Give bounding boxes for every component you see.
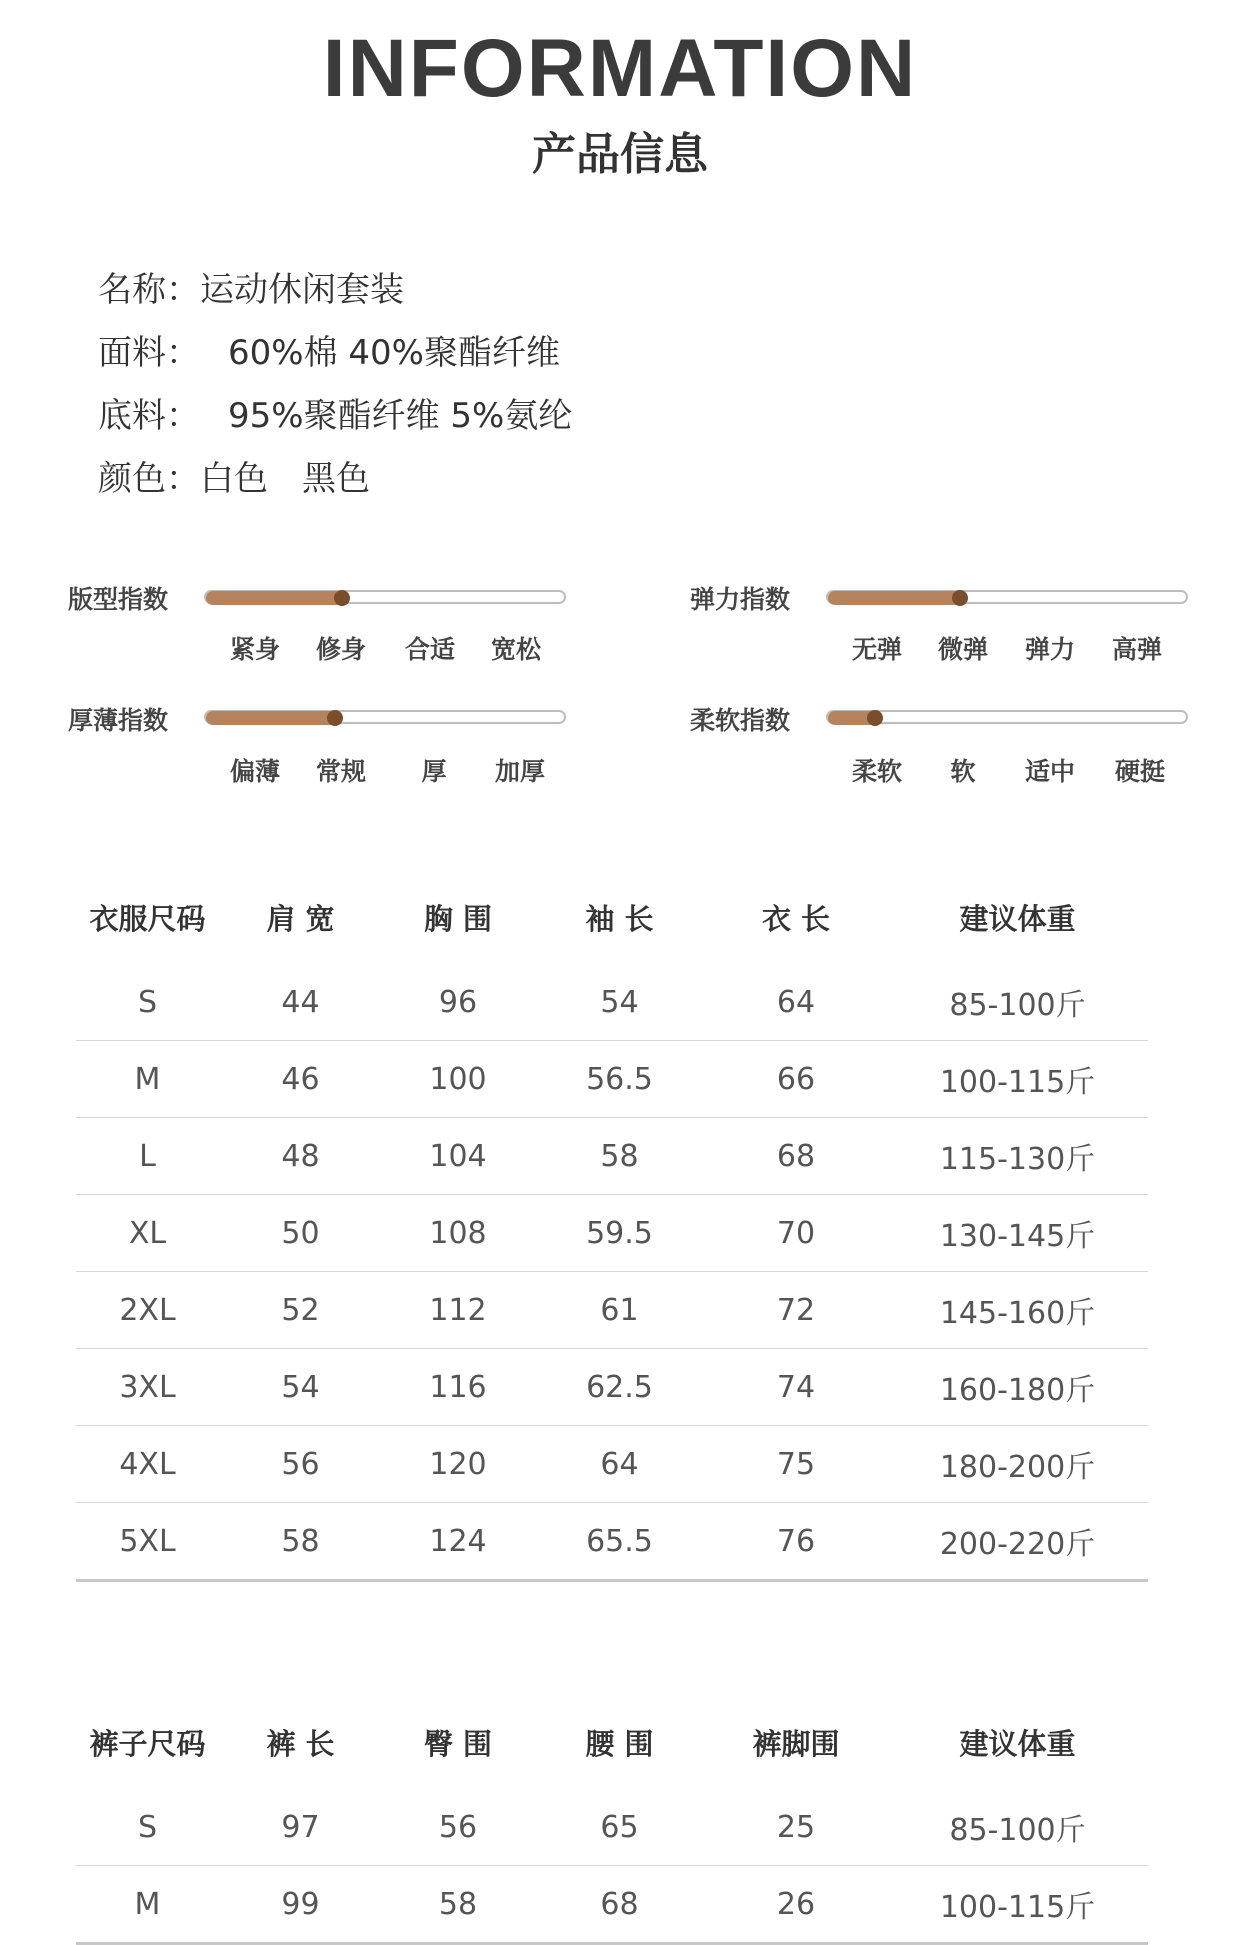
table-cell: 44 (219, 964, 382, 1041)
table-cell: S (76, 964, 219, 1041)
column-header: 裤脚围 (752, 1726, 840, 1761)
table-cell: 96 (382, 964, 534, 1041)
table-cell: 104 (382, 1118, 534, 1195)
column-header: 袖 长 (585, 901, 654, 936)
info-row-name (98, 255, 572, 318)
table-header-row (76, 870, 1148, 964)
tick-label: 微弹 (937, 635, 989, 664)
table-cell: 54 (534, 964, 705, 1041)
tick-label: 弹力 (1024, 635, 1076, 664)
tick-label: 常规 (315, 757, 367, 786)
table-cell: 56 (382, 1789, 534, 1866)
elasticity-index-dot (952, 590, 968, 606)
fit-index-dot (334, 590, 350, 606)
table-cell: 124 (382, 1503, 534, 1581)
table-cell: 120 (382, 1426, 534, 1503)
table-row (76, 964, 1148, 1041)
softness-index-track (826, 710, 1188, 724)
elasticity-index-fill (828, 591, 960, 605)
table-cell: 100-115斤 (887, 1041, 1148, 1118)
column-header: 建议体重 (959, 901, 1076, 936)
table-row (76, 1866, 1148, 1944)
table-cell: 3XL (76, 1349, 219, 1426)
thickness-index-fill (206, 711, 335, 725)
tick-label: 软 (950, 757, 976, 786)
table-cell: 65 (534, 1789, 705, 1866)
table-cell: 100-115斤 (887, 1866, 1148, 1944)
table-cell: 25 (705, 1789, 887, 1866)
pants-size-table (76, 1695, 1148, 1945)
column-header: 腰 围 (585, 1726, 654, 1761)
thickness-index-dot (327, 710, 343, 726)
table-cell: 68 (534, 1866, 705, 1944)
table-row (76, 1195, 1148, 1272)
info-row-color (98, 444, 572, 507)
table-cell: 48 (219, 1118, 382, 1195)
table-cell: 66 (705, 1041, 887, 1118)
table-cell: 74 (705, 1349, 887, 1426)
table-cell: 58 (219, 1503, 382, 1581)
info-row-fabric (98, 318, 572, 381)
table-cell: 52 (219, 1272, 382, 1349)
table-cell: 160-180斤 (887, 1349, 1148, 1426)
softness-index-label: 柔软指数 (690, 706, 791, 735)
table-cell: 68 (705, 1118, 887, 1195)
info-value: 60%棉 40%聚酯纤维 (228, 333, 560, 373)
table-header-row (76, 1695, 1148, 1789)
table-cell: 64 (705, 964, 887, 1041)
table-cell: 4XL (76, 1426, 219, 1503)
table-cell: 56 (219, 1426, 382, 1503)
column-header: 胸 围 (423, 901, 493, 936)
table-cell: 26 (705, 1866, 887, 1944)
table-row (76, 1041, 1148, 1118)
table-cell: 112 (382, 1272, 534, 1349)
column-header: 臀 围 (423, 1726, 493, 1761)
product-info (98, 255, 572, 507)
column-header: 肩 宽 (266, 901, 335, 936)
table-cell: 62.5 (534, 1349, 705, 1426)
tick-label: 高弹 (1111, 635, 1163, 664)
info-value: 95%聚酯纤维 5%氨纶 (228, 396, 573, 436)
column-header: 建议体重 (959, 1726, 1076, 1761)
table-cell: 116 (382, 1349, 534, 1426)
tick-label: 紧身 (229, 635, 281, 664)
tick-label: 厚 (421, 757, 447, 786)
fit-index-label: 版型指数 (68, 585, 169, 614)
table-cell: 85-100斤 (887, 964, 1148, 1041)
table-cell: 72 (705, 1272, 887, 1349)
table-cell: 2XL (76, 1272, 219, 1349)
table-cell: 46 (219, 1041, 382, 1118)
thickness-index-track (204, 710, 566, 724)
page-title: INFORMATION (322, 23, 918, 114)
tick-label: 修身 (315, 635, 367, 664)
table-cell: S (76, 1789, 219, 1866)
column-header: 裤子尺码 (89, 1726, 206, 1761)
table-cell: 115-130斤 (887, 1118, 1148, 1195)
table-cell: 5XL (76, 1503, 219, 1581)
table-row (76, 1272, 1148, 1349)
table-cell: 58 (534, 1118, 705, 1195)
table-cell: 76 (705, 1503, 887, 1581)
table-cell: 108 (382, 1195, 534, 1272)
table-row (76, 1426, 1148, 1503)
table-cell: 75 (705, 1426, 887, 1503)
info-label: 面料： (98, 333, 200, 373)
table-cell: 59.5 (534, 1195, 705, 1272)
table-cell: 58 (382, 1866, 534, 1944)
table-cell: 99 (219, 1866, 382, 1944)
table-cell: 180-200斤 (887, 1426, 1148, 1503)
tick-label: 偏薄 (229, 757, 281, 786)
table-cell: 200-220斤 (887, 1503, 1148, 1581)
info-value: 白色 黑色 (200, 459, 370, 499)
table-cell: 145-160斤 (887, 1272, 1148, 1349)
table-cell: 50 (219, 1195, 382, 1272)
table-cell: XL (76, 1195, 219, 1272)
column-header: 裤 长 (266, 1726, 335, 1761)
table-cell: L (76, 1118, 219, 1195)
tick-label: 适中 (1024, 757, 1076, 786)
elasticity-index-track (826, 590, 1188, 604)
fit-index-track (204, 590, 566, 604)
table-cell: 61 (534, 1272, 705, 1349)
table-cell: 54 (219, 1349, 382, 1426)
info-label: 颜色： (98, 459, 200, 499)
info-value: 运动休闲套装 (200, 270, 404, 310)
top-size-table (76, 870, 1148, 1582)
elasticity-index-label: 弹力指数 (690, 585, 791, 614)
table-cell: 56.5 (534, 1041, 705, 1118)
info-label: 底料： (98, 396, 200, 436)
table-cell: 97 (219, 1789, 382, 1866)
table-row (76, 1789, 1148, 1866)
table-row (76, 1503, 1148, 1581)
table-cell: 70 (705, 1195, 887, 1272)
column-header: 衣 长 (761, 901, 831, 936)
table-cell: 65.5 (534, 1503, 705, 1581)
tick-label: 柔软 (851, 757, 903, 786)
info-label: 名称： (98, 270, 200, 310)
tick-label: 硬挺 (1114, 757, 1166, 786)
tick-label: 合适 (404, 635, 456, 664)
table-cell: M (76, 1866, 219, 1944)
softness-index-dot (867, 710, 883, 726)
page-subtitle: 产品信息 (532, 129, 708, 180)
table-row (76, 1118, 1148, 1195)
table-cell: 130-145斤 (887, 1195, 1148, 1272)
table-cell: 85-100斤 (887, 1789, 1148, 1866)
tick-label: 加厚 (494, 757, 546, 786)
table-cell: 100 (382, 1041, 534, 1118)
table-cell: M (76, 1041, 219, 1118)
table-row (76, 1349, 1148, 1426)
thickness-index-label: 厚薄指数 (68, 706, 169, 735)
info-row-lining (98, 381, 572, 444)
column-header: 衣服尺码 (89, 901, 206, 936)
tick-label: 无弹 (851, 635, 903, 664)
table-cell: 64 (534, 1426, 705, 1503)
fit-index-fill (206, 591, 342, 605)
tick-label: 宽松 (490, 635, 542, 664)
